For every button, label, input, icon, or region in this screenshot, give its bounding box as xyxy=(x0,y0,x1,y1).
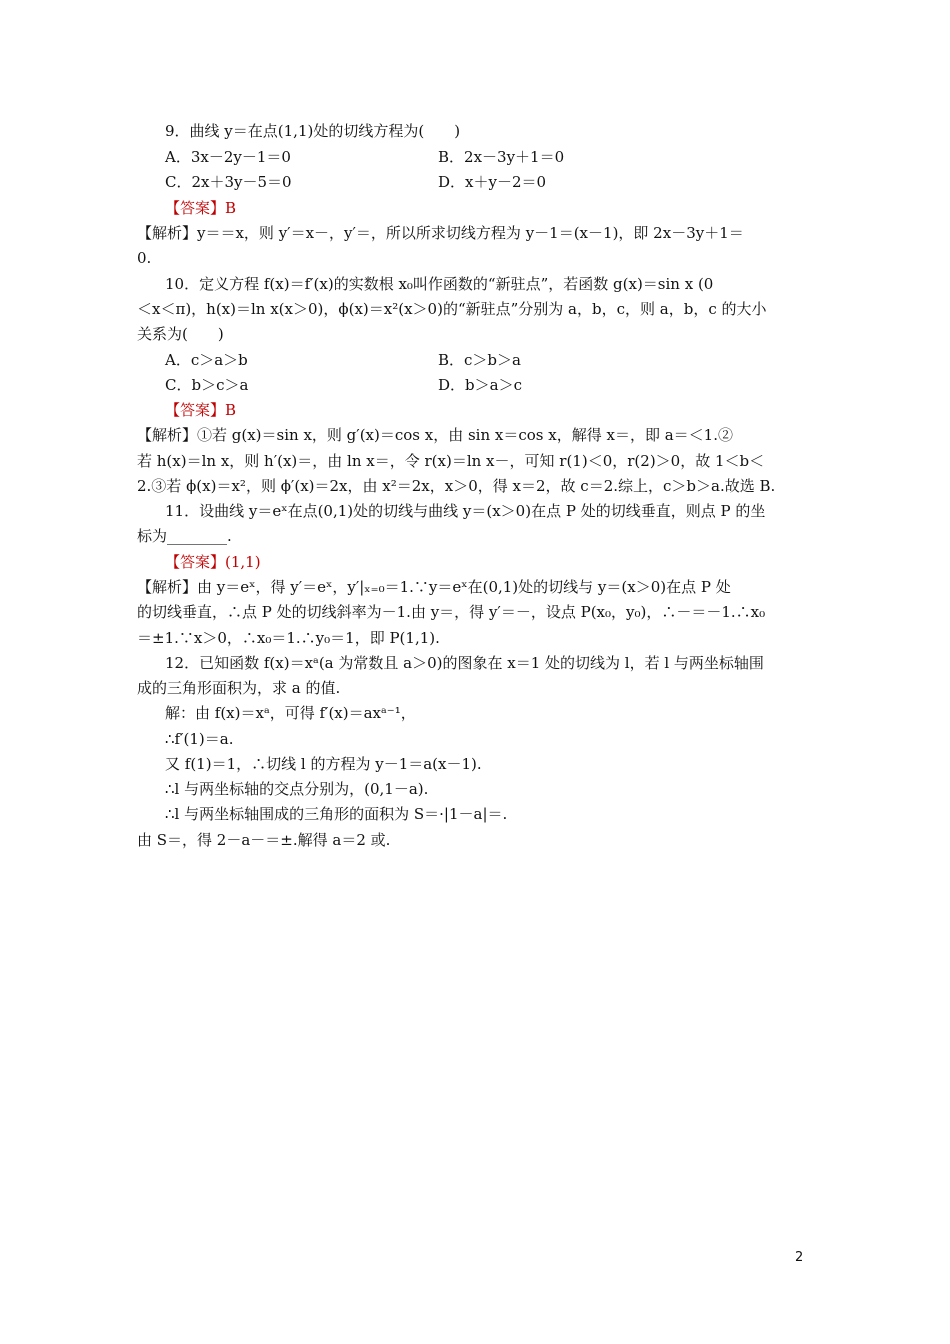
q12-stem-2: 成的三角形面积为，求 a 的值. xyxy=(137,679,341,697)
q10-stem-2: ＜x＜π)，h(x)＝ln x(x＞0)，ϕ(x)＝x²(x＞0)的“新驻点”分别为 a，b，c，则 a，b，c 的大小 xyxy=(137,300,767,318)
q10-option-c: C．b＞c＞a xyxy=(165,376,249,394)
page-number: 2 xyxy=(795,1250,804,1265)
q9-solution-1: 【解析】y＝＝x，则 y′＝x－，y′＝，所以所求切线方程为 y－1＝(x－1)，即 2x－3y＋1＝ xyxy=(137,224,744,242)
q10-option-b: B．c＞b＞a xyxy=(438,351,521,369)
q12-solution-4: ∴l 与两坐标轴的交点分别为，(0,1－a). xyxy=(165,780,429,798)
q10-stem-1: 10．定义方程 f(x)＝f′(x)的实数根 x₀叫作函数的“新驻点”，若函数 g(x)＝sin x (0 xyxy=(165,275,714,293)
q11-stem-1: 11．设曲线 y＝eˣ在点(0,1)处的切线与曲线 y＝(x＞0)在点 P 处的切线垂直，则点 P 的坐 xyxy=(165,502,766,520)
q10-solution-1: 【解析】①若 g(x)＝sin x，则 g′(x)＝cos x，由 sin x＝cos x，解得 x＝，即 a＝＜1.② xyxy=(137,426,733,444)
q10-solution-2: 若 h(x)＝ln x，则 h′(x)＝，由 ln x＝，令 r(x)＝ln x－，可知 r(1)＜0，r(2)＞0，故 1＜b＜ xyxy=(137,452,765,470)
q10-solution-3: 2.③若 ϕ(x)＝x²，则 ϕ′(x)＝2x，由 x²＝2x，x＞0，得 x＝2，故 c＝2.综上，c＞b＞a.故选 B. xyxy=(137,477,776,495)
q11-solution-2: 的切线垂直，∴点 P 处的切线斜率为－1.由 y＝，得 y′＝－，设点 P(x₀，y₀)，∴－＝－1.∴x₀ xyxy=(137,603,766,621)
q9-option-a: A．3x－2y－1＝0 xyxy=(165,148,291,166)
q11-answer: 【答案】(1,1) xyxy=(165,553,261,571)
q10-option-d: D．b＞a＞c xyxy=(438,376,522,394)
q9-option-c: C．2x＋3y－5＝0 xyxy=(165,173,292,191)
q12-solution-3: 又 f(1)＝1，∴切线 l 的方程为 y－1＝a(x－1). xyxy=(165,755,482,773)
q9-option-b: B．2x－3y＋1＝0 xyxy=(438,148,565,166)
q12-stem-1: 12．已知函数 f(x)＝xᵃ(a 为常数且 a＞0)的图象在 x＝1 处的切线为 l，若 l 与两坐标轴围 xyxy=(165,654,764,672)
q9-answer: 【答案】B xyxy=(165,199,237,217)
q9-stem: 9．曲线 y＝在点(1,1)处的切线方程为( ) xyxy=(165,122,461,140)
q11-stem-2: 标为________. xyxy=(137,527,232,545)
q12-solution-2: ∴f′(1)＝a. xyxy=(165,730,234,748)
q9-solution-2: 0. xyxy=(137,249,152,267)
q12-solution-6: 由 S＝，得 2－a－＝±.解得 a＝2 或. xyxy=(137,831,391,849)
q10-answer: 【答案】B xyxy=(165,401,237,419)
q11-solution-3: ＝±1.∵x＞0，∴x₀＝1.∴y₀＝1，即 P(1,1). xyxy=(137,629,440,647)
q12-solution-1: 解：由 f(x)＝xᵃ，可得 f′(x)＝axᵃ⁻¹， xyxy=(165,704,416,722)
q12-solution-5: ∴l 与两坐标轴围成的三角形的面积为 S＝·|1－a|＝. xyxy=(165,805,508,823)
q10-stem-3: 关系为( ) xyxy=(137,325,224,343)
q11-solution-1: 【解析】由 y＝eˣ，得 y′＝eˣ，y′|ₓ₌₀＝1.∵y＝eˣ在(0,1)处的切线与 y＝(x＞0)在点 P 处 xyxy=(137,578,731,596)
q9-option-d: D．x＋y－2＝0 xyxy=(438,173,547,191)
q10-option-a: A．c＞a＞b xyxy=(165,351,248,369)
